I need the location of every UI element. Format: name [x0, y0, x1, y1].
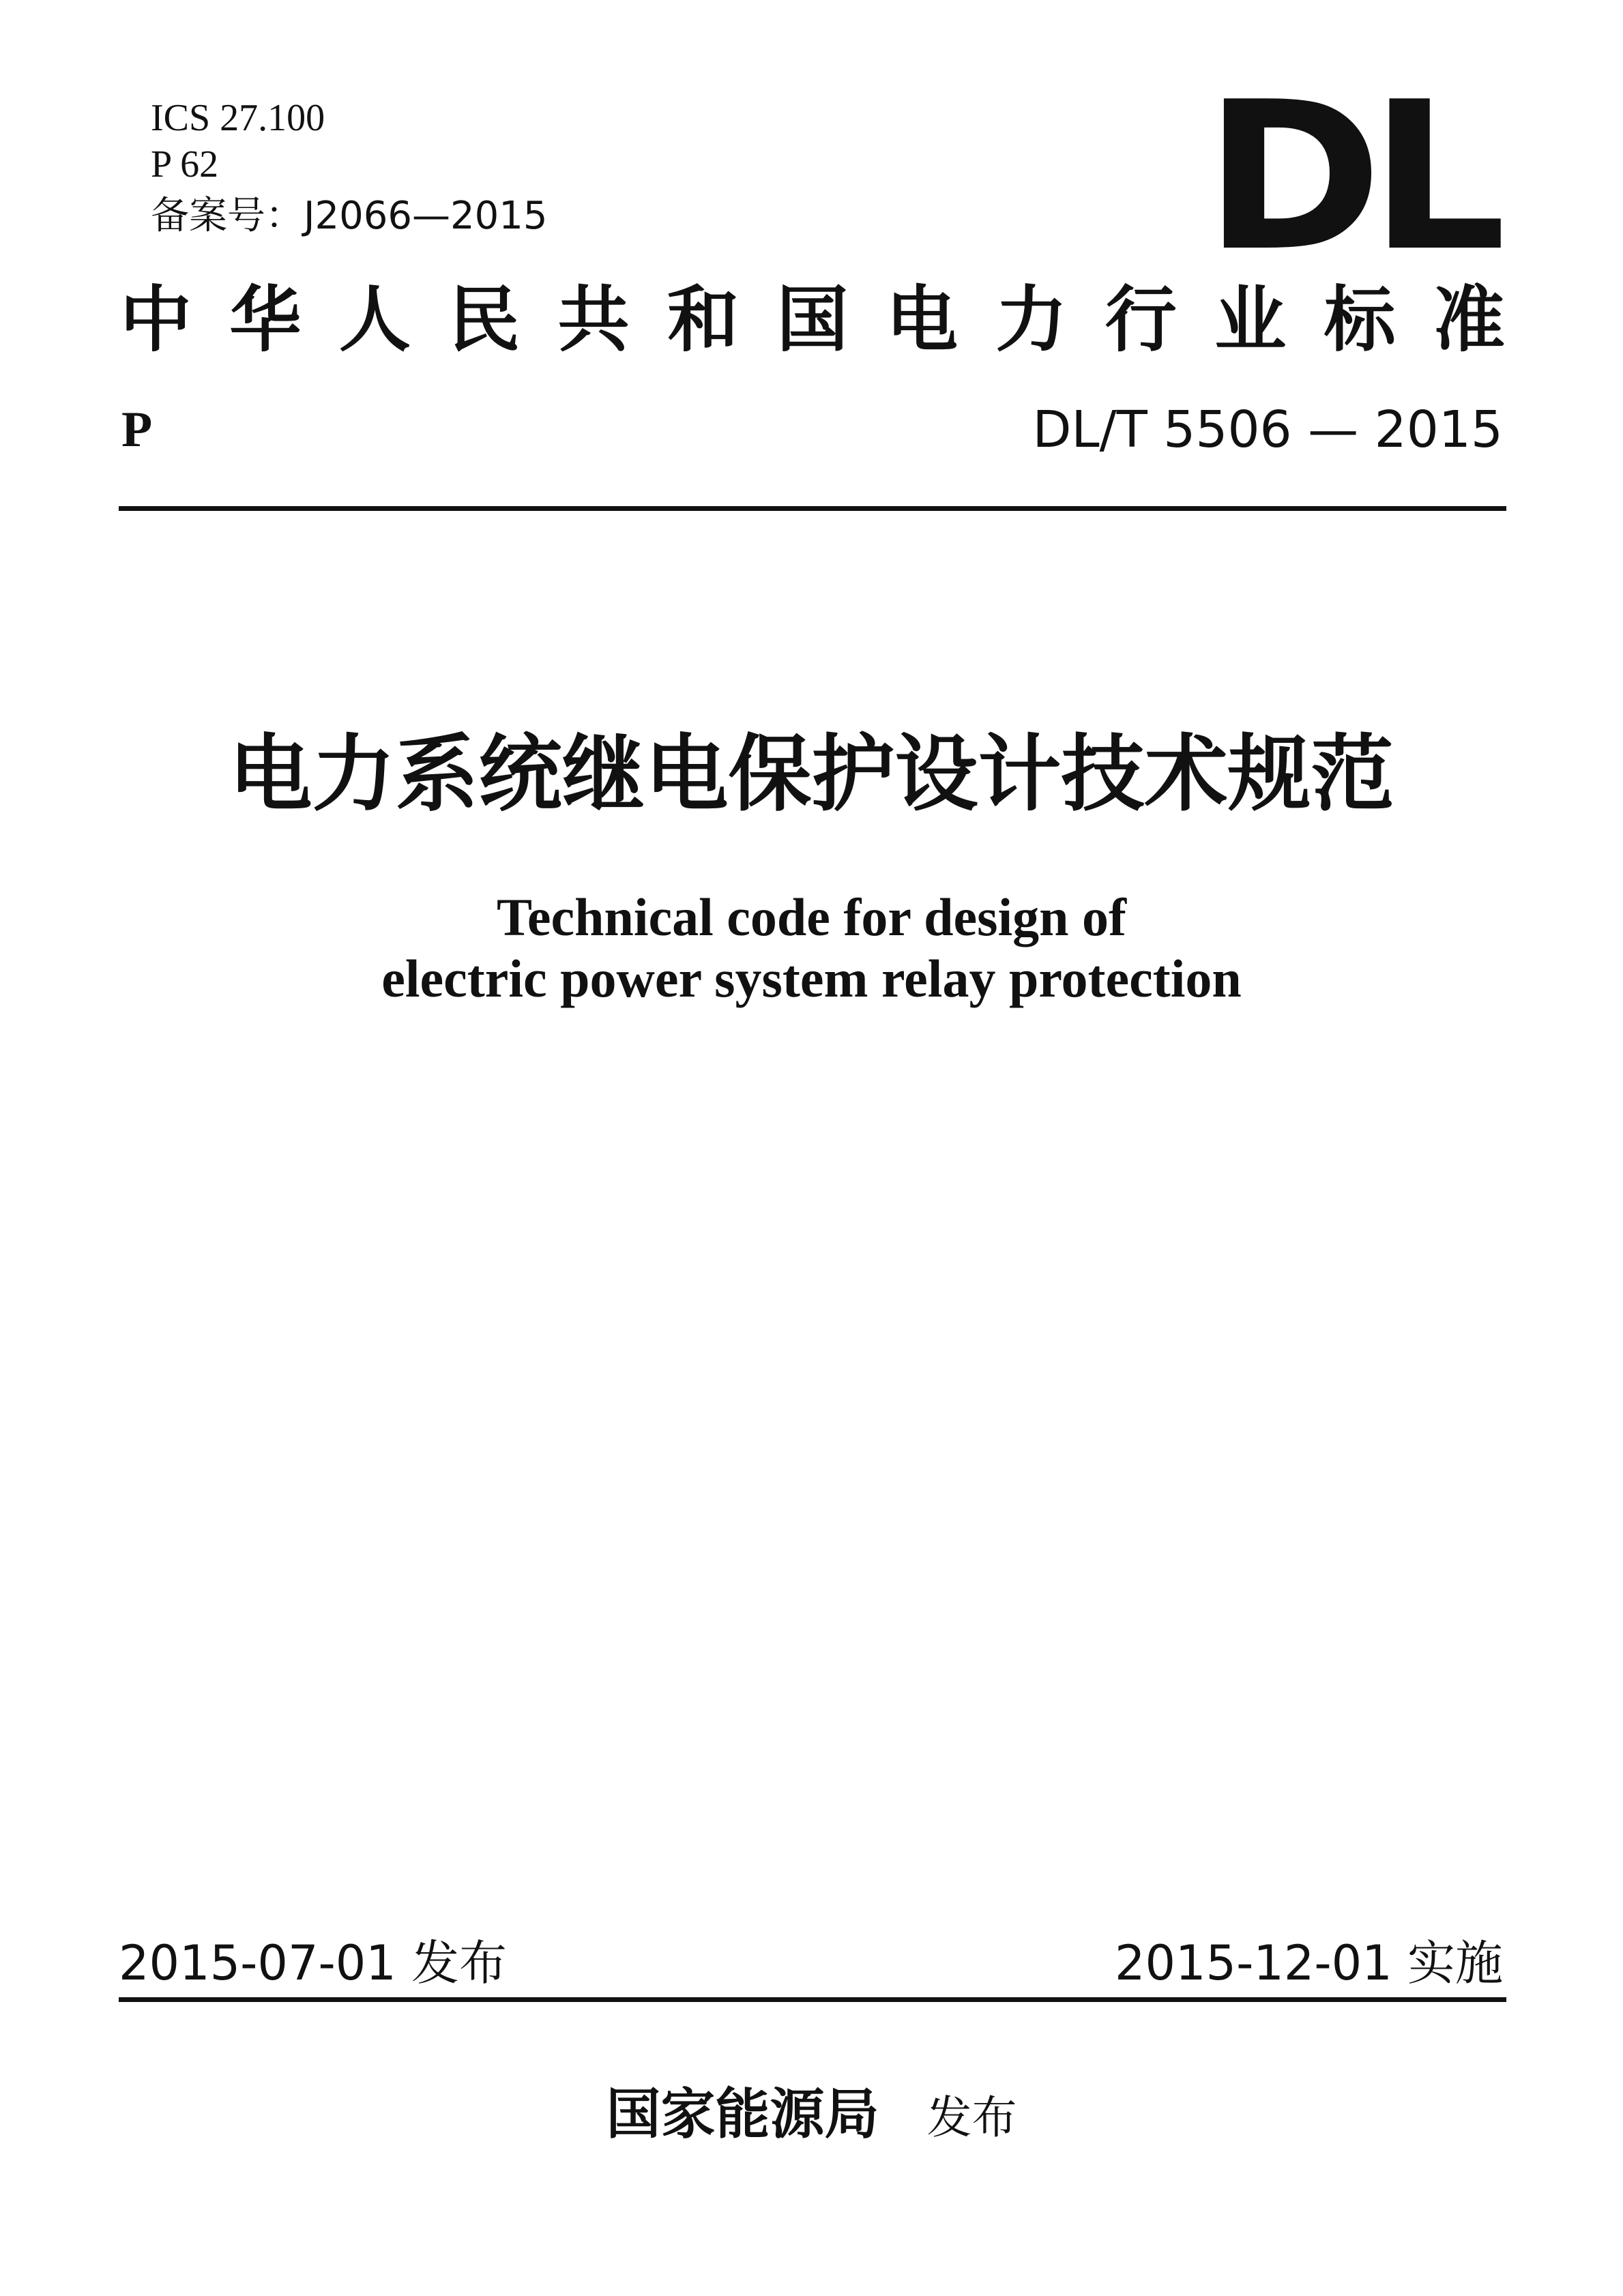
- industry-standard-title: 中华人民共和国电力行业标准: [120, 280, 1505, 360]
- issue-date: 2015-07-01 发布: [119, 1935, 508, 1991]
- publisher-name: 国家能源局: [606, 2082, 879, 2146]
- dl-logo: DL: [1204, 58, 1494, 296]
- category-letter: P: [121, 402, 153, 458]
- bottom-divider: [119, 1997, 1506, 2002]
- top-divider: [119, 506, 1506, 511]
- record-number: 备案号：J2066—2015: [151, 194, 548, 238]
- publisher-line: [0, 2080, 1623, 2152]
- standard-number: DL/T 5506 — 2015: [1032, 400, 1503, 459]
- document-title-en-line2: electric power system relay protection: [381, 949, 1242, 1008]
- ics-code: ICS 27.100: [151, 97, 325, 139]
- document-title-en-line1: Technical code for design of: [496, 887, 1126, 947]
- publish-label: 发布: [926, 2091, 1017, 2144]
- implementation-date: 2015-12-01 实施: [1114, 1935, 1503, 1991]
- classification-code: P 62: [151, 143, 219, 186]
- document-title-zh: 电力系统继电保护设计技术规范: [229, 726, 1394, 823]
